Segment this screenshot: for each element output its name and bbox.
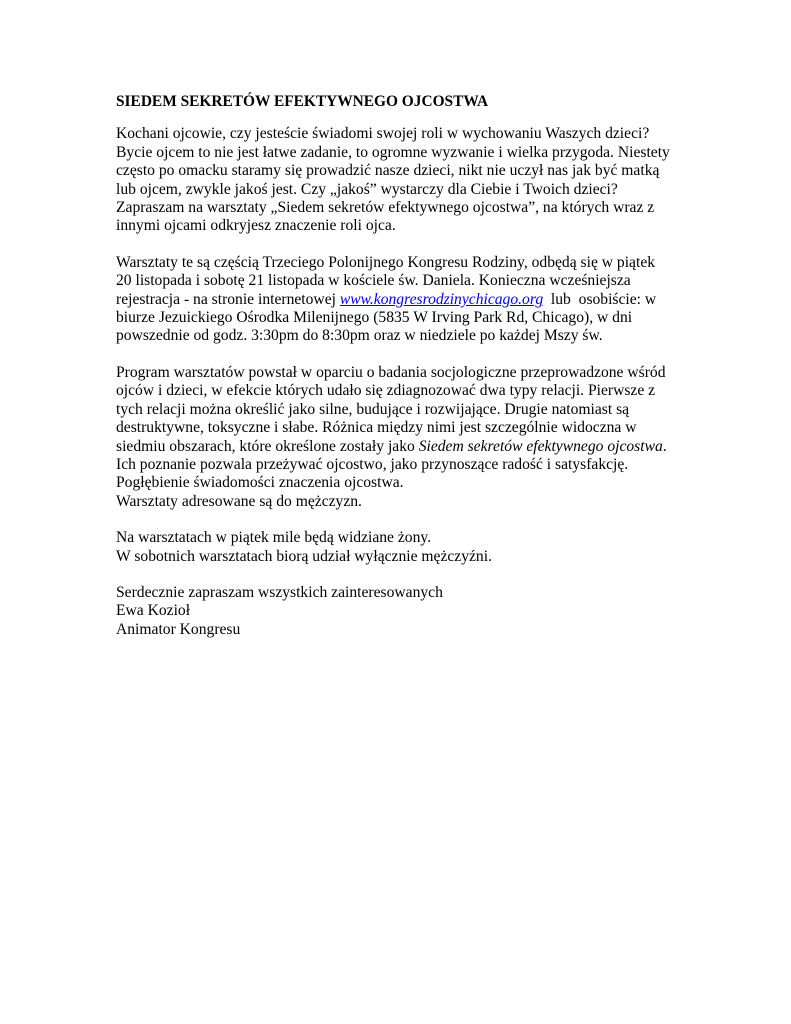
attendance-line: W sobotnich warsztatach biorą udział wyłącznie mężczyźni. (116, 547, 492, 565)
event-line: Warsztaty te są częścią Trzeciego Polonijnego Kongresu Rodziny, odbędą się w piątek (116, 253, 656, 271)
attendance-paragraph (116, 529, 676, 566)
congress-website-link[interactable]: www.kongresrodzinychicago.org (339, 290, 544, 308)
author-name: Ewa Kozioł (116, 602, 191, 620)
closing-signature (116, 584, 676, 639)
program-line: Program warsztatów powstał w oparciu o badania socjologiczne przeprowadzone wśród (116, 363, 666, 381)
event-line: biurze Jezuickiego Ośrodka Milenijnego (5835 W Irving Park Rd, Chicago), w dni (116, 309, 633, 327)
intro-line: często po omacku staramy się prowadzić nasze dzieci, nikt nie uczył nas jak być matką (116, 162, 660, 180)
intro-line: lub ojcem, zwykle jakoś jest. Czy „jakoś” wystarczy dla Ciebie i Twoich dzieci? (116, 180, 618, 198)
program-text-end: . (662, 437, 667, 455)
program-text: siedmiu obszarach, które określone zostały jako (116, 437, 419, 455)
program-line: tych relacji można określić jako silne, budujące i rozwijające. Drugie natomiast są (116, 400, 630, 418)
attendance-line: Na warsztatach w piątek mile będą widziane żony. (116, 529, 432, 547)
intro-line: innymi ojcami odkryjesz znaczenie roli ojca. (116, 217, 396, 235)
event-line-with-link (116, 291, 676, 309)
intro-line: Bycie ojcem to nie jest łatwe zadanie, to ogromne wyzwanie i wielka przygoda. Niestety (116, 143, 670, 161)
intro-paragraph (116, 125, 676, 235)
program-line: Ich poznanie pozwala przeżywać ojcostwo, jako przynoszące radość i satysfakcję. (116, 455, 629, 473)
event-line: powszednie od godz. 3:30pm do 8:30pm oraz w niedziele po każdej Mszy św. (116, 327, 603, 345)
event-paragraph (116, 254, 676, 346)
registration-text: rejestracja - na stronie internetowej (116, 290, 340, 308)
program-line-with-italic (116, 438, 676, 456)
program-line: ojców i dzieci, w efekcie których udało się zdiagnozować dwa typy relacji. Pierwsze z (116, 382, 656, 400)
registration-text-after: lub osobiście: w (543, 290, 657, 308)
program-line: Warsztaty adresowane są do mężczyzn. (116, 492, 362, 510)
intro-line: Kochani ojcowie, czy jesteście świadomi swojej roli w wychowaniu Waszych dzieci? (116, 125, 650, 143)
workshop-title-italic: Siedem sekretów efektywnego ojcostwa (418, 437, 663, 455)
event-line: 20 listopada i sobotę 21 listopada w kościele św. Daniela. Konieczna wcześniejsza (116, 272, 631, 290)
author-role: Animator Kongresu (116, 620, 241, 638)
program-line: destruktywne, toksyczne i słabe. Różnica między nimi jest szczególnie widoczna w (116, 419, 637, 437)
program-paragraph (116, 364, 676, 511)
program-line: Pogłębienie świadomości znaczenia ojcostwa. (116, 474, 404, 492)
closing-invitation: Serdecznie zapraszam wszystkich zainteresowanych (116, 583, 443, 601)
intro-line: Zapraszam na warsztaty „Siedem sekretów efektywnego ojcostwa”, na których wraz z (116, 199, 655, 217)
document-page (116, 93, 676, 657)
document-title: SIEDEM SEKRETÓW EFEKTYWNEGO OJCOSTWA (116, 93, 489, 110)
